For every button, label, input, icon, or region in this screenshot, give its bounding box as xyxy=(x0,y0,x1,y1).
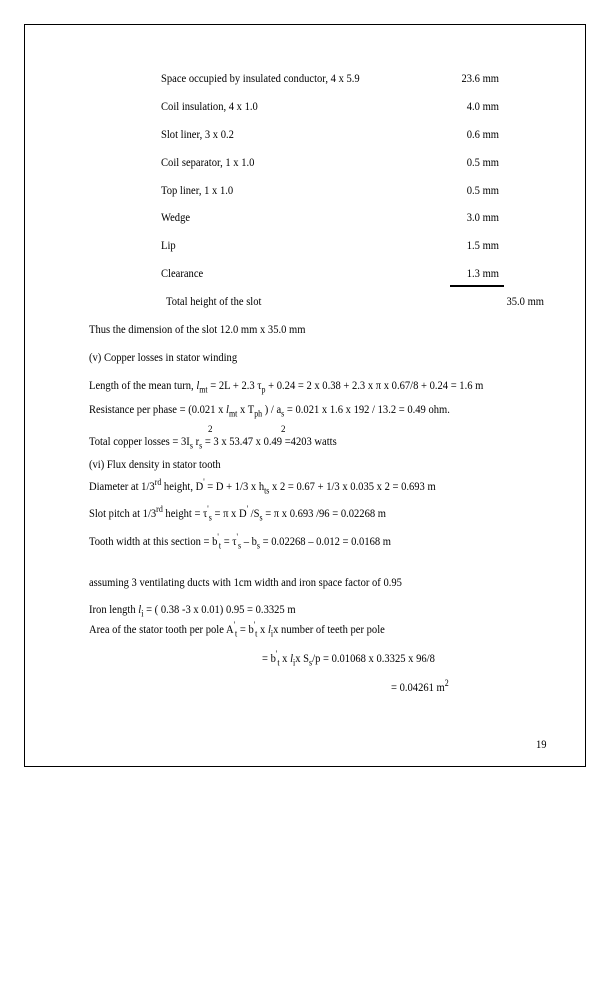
slot-pitch-line: Slot pitch at 1/3rd height = $\tau'_s = \pi$ x D' $/S_s = \pi$ x 0.693 /96 = 0.02268 m xyxy=(89,504,386,523)
ventilating-ducts-line: assuming 3 ventilating ducts with 1cm width and iron space factor of 0.95 xyxy=(89,575,402,589)
table-row-label: Top liner, 1 x 1.0 xyxy=(161,183,234,197)
total-label: Total height of the slot xyxy=(166,294,262,308)
table-row-value: 3.0 mm xyxy=(466,210,499,224)
resistance-line: Resistance per phase = (0.021 x $l_{mt}$ x $T_{ph}$ ) / $a_s = 0.021$ x 1.6 x 192 / 13.2 = 0.49 ohm. xyxy=(89,402,450,419)
table-row-label: Wedge xyxy=(161,210,191,224)
tooth-area-result: = 0.04261 $m^2$ xyxy=(391,678,449,694)
total-value: 35.0 mm xyxy=(506,294,544,308)
table-row-label: Coil separator, 1 x 1.0 xyxy=(161,155,255,169)
table-row-value: 23.6 mm xyxy=(461,71,499,85)
mean-turn-line: Length of the mean turn, $l_{mt} = 2L + 2.3$ $\tau_p + 0.24 = 2$ x 0.38 + 2.3 x π x 0.67/8 + 0.24 = 1.6 m xyxy=(89,378,484,395)
table-row-label: Slot liner, 3 x 0.2 xyxy=(161,127,234,141)
section-heading-flux: (vi) Flux density in stator tooth xyxy=(89,457,221,471)
table-row-value: 1.5 mm xyxy=(466,238,499,252)
table-row-label: Coil insulation, 4 x 1.0 xyxy=(161,99,258,113)
slot-dimension-line: Thus the dimension of the slot 12.0 mm x 35.0 mm xyxy=(89,322,306,336)
superscript-2: 2 xyxy=(208,424,213,434)
tooth-area-line: Area of the stator tooth per pole $A'_t = b'_t$ x $l_ix$ number of teeth per pole xyxy=(89,620,385,639)
superscript-2: 2 xyxy=(281,424,286,434)
table-row-value: 1.3 mm xyxy=(466,266,499,280)
table-row-label: Clearance xyxy=(161,266,204,280)
diameter-line: Diameter at 1/3rd height, D' = D + 1/3 x $h_{ts}$ x 2 = 0.67 + 1/3 x 0.035 x 2 = 0.693 m xyxy=(89,477,436,496)
table-row-value: 4.0 mm xyxy=(466,99,499,113)
table-row-label: Lip xyxy=(161,238,176,252)
table-row-label: Space occupied by insulated conductor, 4 x 5.9 xyxy=(161,71,360,85)
table-row-value: 0.5 mm xyxy=(466,183,499,197)
tooth-area-equation: = $b'_t$ x $l_ix$ $S_s/p = 0.01068$ x 0.3325 x 96/8 xyxy=(262,649,435,668)
iron-length-line: Iron length $l_i$ = ( 0.38 -3 x 0.01) 0.95 = 0.3325 m xyxy=(89,602,296,619)
copper-loss-line: Total copper losses = $3I_s$ $r_s = 3$ x 53.47 x 0.49 =4203 watts xyxy=(89,434,337,451)
section-heading-copper: (v) Copper losses in stator winding xyxy=(89,350,238,364)
page-number: 19 xyxy=(536,737,547,751)
sum-rule xyxy=(450,285,504,287)
table-row-value: 0.6 mm xyxy=(466,127,499,141)
table-row-value: 0.5 mm xyxy=(466,155,499,169)
tooth-width-line: Tooth width at this section = $b'_t = \tau'_s - b_s = 0.02268 - 0.012 = 0.0168$ m xyxy=(89,532,392,551)
